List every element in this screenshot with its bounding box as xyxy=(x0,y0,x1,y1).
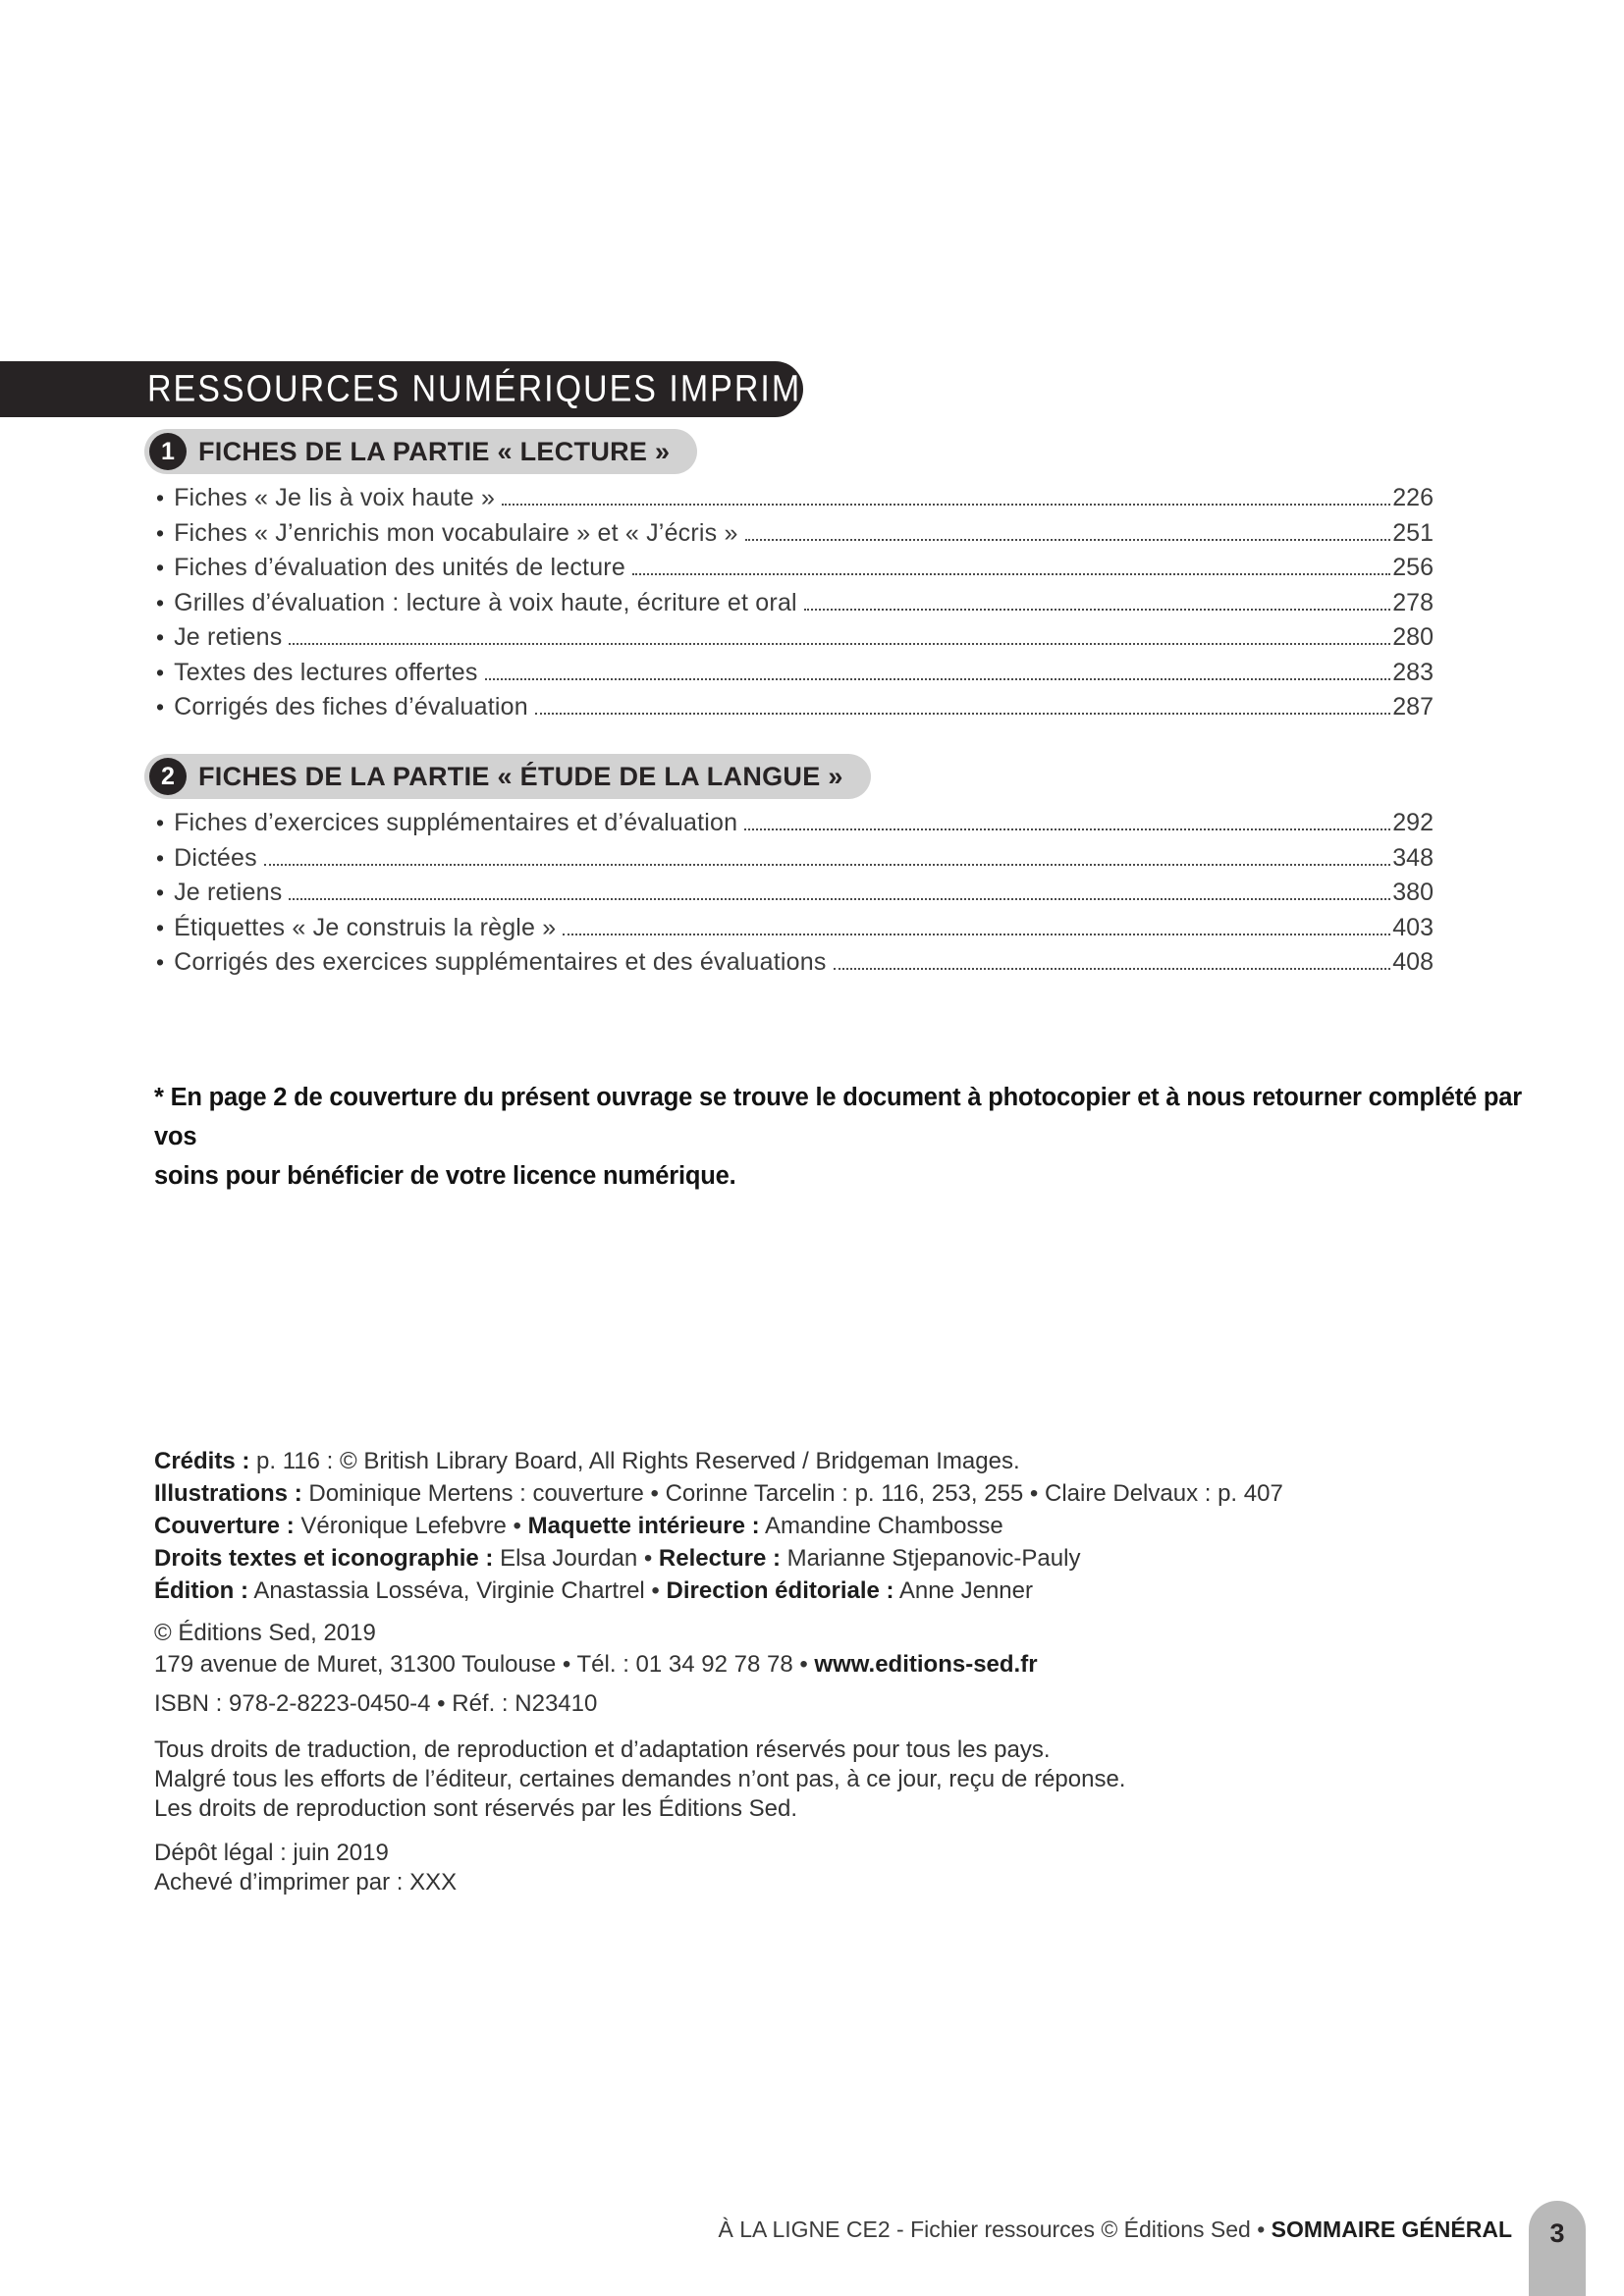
toc-item xyxy=(144,879,1434,914)
credits-text: Anastassia Losséva, Virginie Chartrel • xyxy=(247,1577,667,1604)
toc-item xyxy=(144,484,1434,519)
toc-item xyxy=(144,519,1434,555)
rights-line: Les droits de reproduction sont réservés par les Éditions Sed. xyxy=(154,1795,798,1822)
bullet-icon: • xyxy=(156,880,165,905)
credits-line xyxy=(154,1477,1283,1510)
dotted-leader xyxy=(563,934,1390,935)
toc-label: Grilles d’évaluation : lecture à voix haute, écriture et oral xyxy=(174,588,797,616)
toc-item xyxy=(144,914,1434,949)
publisher-copyright: © Éditions Sed, 2019 xyxy=(154,1620,376,1646)
dotted-leader xyxy=(745,539,1391,541)
section-number-badge: 2 xyxy=(149,758,187,795)
dotted-leader xyxy=(535,713,1390,715)
bullet-icon: • xyxy=(156,624,165,650)
credits-label: Relecture : xyxy=(658,1545,781,1572)
credits-label: Maquette intérieure : xyxy=(527,1513,760,1539)
toc-list xyxy=(144,809,1434,984)
rights-line: Malgré tous les efforts de l’éditeur, certaines demandes n’ont pas, à ce jour, reçu de réponse. xyxy=(154,1766,1126,1792)
toc-item xyxy=(144,809,1434,844)
legal-block xyxy=(154,1839,457,1897)
credits-text: p. 116 : © British Library Board, All Rights Reserved / Bridgeman Images. xyxy=(249,1448,1020,1474)
bullet-icon: • xyxy=(156,589,165,615)
dotted-leader xyxy=(834,968,1391,970)
credits-line xyxy=(154,1510,1283,1542)
toc-label: Fiches « J’enrichis mon vocabulaire » et « J’écris » xyxy=(174,518,738,547)
dotted-leader xyxy=(289,898,1390,900)
credits-text: Amandine Chambosse xyxy=(759,1513,1003,1539)
toc-item xyxy=(144,948,1434,984)
page-number: 3 xyxy=(1549,2218,1565,2248)
depot-legal-line: Dépôt légal : juin 2019 xyxy=(154,1840,389,1866)
credits-label: Couverture : xyxy=(154,1513,295,1539)
toc-page-number: 287 xyxy=(1392,693,1434,721)
toc-label: Je retiens xyxy=(174,623,283,651)
toc-label: Je retiens xyxy=(174,879,283,906)
credits-line xyxy=(154,1542,1283,1575)
dotted-leader xyxy=(804,609,1390,611)
toc-item xyxy=(144,659,1434,694)
page-number-tab xyxy=(1529,2201,1586,2296)
section-lecture xyxy=(144,429,1434,728)
credits-label: Illustrations : xyxy=(154,1480,302,1507)
toc-page-number: 348 xyxy=(1392,843,1434,872)
footnote-line: soins pour bénéficier de votre licence numérique. xyxy=(154,1162,736,1190)
publisher-address xyxy=(154,1649,1038,1681)
toc-page-number: 280 xyxy=(1392,623,1434,651)
toc-page-number: 256 xyxy=(1392,554,1434,581)
toc-label: Corrigés des exercices supplémentaires et des évaluations xyxy=(174,948,827,976)
dotted-leader xyxy=(485,678,1391,680)
credits-text: Véronique Lefebvre • xyxy=(294,1513,528,1539)
page-footer xyxy=(718,2216,1512,2243)
section-title: FICHES DE LA PARTIE « ÉTUDE DE LA LANGUE » xyxy=(198,761,843,791)
toc-list xyxy=(144,484,1434,728)
bullet-icon: • xyxy=(156,949,165,975)
toc-item xyxy=(144,623,1434,659)
credits-line xyxy=(154,1575,1283,1607)
dotted-leader xyxy=(264,864,1390,866)
dotted-leader xyxy=(632,573,1390,575)
toc-label: Textes des lectures offertes xyxy=(174,658,478,686)
toc-label: Fiches d’évaluation des unités de lecture xyxy=(174,554,625,581)
dotted-leader xyxy=(744,828,1390,830)
toc-page-number: 408 xyxy=(1392,948,1434,976)
footer-text: À LA LIGNE CE2 - Fichier ressources © Éditions Sed • xyxy=(718,2216,1272,2242)
credits-label: Crédits : xyxy=(154,1448,250,1474)
toc-label: Étiquettes « Je construis la règle » xyxy=(174,913,557,941)
section-title: FICHES DE LA PARTIE « LECTURE » xyxy=(198,436,671,466)
acheve-line: Achevé d’imprimer par : XXX xyxy=(154,1869,458,1896)
isbn-line: ISBN : 978-2-8223-0450-4 • Réf. : N23410 xyxy=(154,1690,598,1717)
bullet-icon: • xyxy=(156,519,165,546)
credits-label: Droits textes et iconographie : xyxy=(154,1545,494,1572)
dotted-leader xyxy=(289,643,1390,645)
footnote-line: * En page 2 de couverture du présent ouvrage se trouve le document à photocopier et à nous retourner complété par vos xyxy=(154,1084,1522,1150)
credits-label: Direction éditoriale : xyxy=(666,1577,894,1604)
credits-block xyxy=(154,1445,1283,1607)
toc-page-number: 226 xyxy=(1392,484,1434,511)
toc-item xyxy=(144,589,1434,624)
dotted-leader xyxy=(502,504,1390,506)
credits-text: Dominique Mertens : couverture • Corinne Tarcelin : p. 116, 253, 255 • Claire Delvaux : p. 407 xyxy=(301,1480,1283,1507)
credits-line xyxy=(154,1445,1283,1477)
bullet-icon: • xyxy=(156,659,165,685)
credits-text: Marianne Stjepanovic-Pauly xyxy=(780,1545,1081,1572)
section-heading xyxy=(144,754,871,799)
credits-text: Anne Jenner xyxy=(893,1577,1033,1604)
toc-label: Dictées xyxy=(174,843,257,872)
toc-page-number: 283 xyxy=(1392,658,1434,686)
footer-section-name: SOMMAIRE GÉNÉRAL xyxy=(1271,2216,1512,2242)
credits-text: Elsa Jourdan • xyxy=(493,1545,659,1572)
toc-page-number: 292 xyxy=(1392,809,1434,836)
bullet-icon: • xyxy=(156,844,165,871)
section-heading xyxy=(144,429,697,474)
toc-item xyxy=(144,693,1434,728)
credits-label: Édition : xyxy=(154,1577,248,1604)
bullet-icon: • xyxy=(156,555,165,580)
publisher-website: www.editions-sed.fr xyxy=(814,1651,1038,1678)
toc-page-number: 380 xyxy=(1392,879,1434,906)
toc-item xyxy=(144,554,1434,589)
toc-page-number: 278 xyxy=(1392,588,1434,616)
toc-label: Fiches d’exercices supplémentaires et d’évaluation xyxy=(174,809,738,836)
section-etude-langue xyxy=(144,754,1434,984)
toc-page-number: 403 xyxy=(1392,913,1434,941)
bullet-icon: • xyxy=(156,485,165,510)
bullet-icon: • xyxy=(156,694,165,720)
page-title: RESSOURCES NUMÉRIQUES IMPRIMABLES* xyxy=(147,367,935,410)
rights-block xyxy=(154,1735,1125,1824)
publisher-block xyxy=(154,1618,1038,1681)
section-banner xyxy=(0,361,935,417)
toc-label: Fiches « Je lis à voix haute » xyxy=(174,484,496,511)
address-text: 179 avenue de Muret, 31300 Toulouse • Tél. : 01 34 92 78 78 • xyxy=(154,1651,815,1678)
section-number-badge: 1 xyxy=(149,433,187,470)
toc-page-number: 251 xyxy=(1392,518,1434,547)
toc-item xyxy=(144,844,1434,880)
license-footnote xyxy=(154,1078,1529,1196)
bullet-icon: • xyxy=(156,810,165,835)
toc-label: Corrigés des fiches d’évaluation xyxy=(174,693,528,721)
rights-line: Tous droits de traduction, de reproduction et d’adaptation réservés pour tous les pays. xyxy=(154,1736,1051,1763)
bullet-icon: • xyxy=(156,914,165,940)
